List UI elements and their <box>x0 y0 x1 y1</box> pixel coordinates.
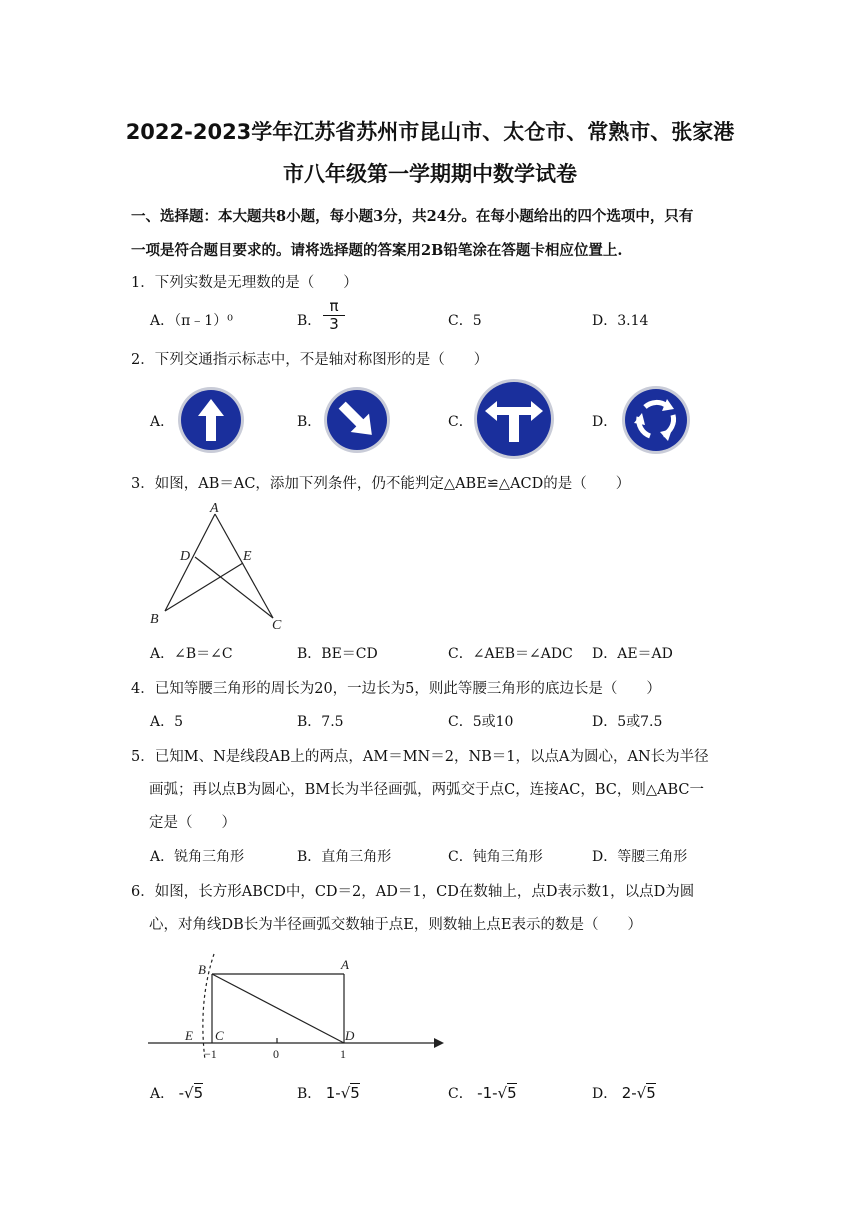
option-letter: A． <box>150 1086 175 1102</box>
q1-option-a: A．（π﹣1）⁰ <box>150 313 233 329</box>
label-e: E <box>185 1028 193 1043</box>
option-letter: D． <box>592 1086 618 1102</box>
question-5-stem-line2: 画弧；再以点B为圆心，BM长为半径画弧，两弧交于点C，连接AC，BC，则△ABC一 <box>149 782 704 798</box>
q4-option-c: C．5或10 <box>448 714 514 730</box>
page-title-line2: 市八年级第一学期期中数学试卷 <box>283 162 577 186</box>
q2-option-b: B． <box>297 414 322 430</box>
q4-option-a: A．5 <box>150 714 184 730</box>
roundabout-sign-icon <box>620 385 692 455</box>
question-5-stem-line1: 5．已知M、N是线段AB上的两点，AM＝MN＝2，NB＝1，以点A为圆心，AN长为半径 <box>131 749 709 765</box>
tick-label-0: 0 <box>273 1047 279 1061</box>
q2-option-d: D． <box>592 414 618 430</box>
q2-option-c: C． <box>448 414 473 430</box>
diagonal-arrow-sign-icon <box>322 386 392 454</box>
option-letter: B． <box>297 1086 322 1102</box>
q6-option-c: C． -1-√5 <box>448 1084 517 1102</box>
option-prefix: -1- <box>477 1084 498 1102</box>
tick-label-1: 1 <box>340 1047 346 1061</box>
q3-option-c: C．∠AEB＝∠ADC <box>448 646 573 662</box>
label-d: D <box>345 1028 355 1043</box>
q3-option-d: D．AE＝AD <box>592 646 673 662</box>
option-letter: C． <box>448 1086 473 1102</box>
fraction-denominator: 3 <box>323 315 345 333</box>
q1-option-d: D．3.14 <box>592 313 649 329</box>
q6-option-b: B． 1-√5 <box>297 1084 360 1102</box>
label-b: B <box>198 962 206 977</box>
q3-option-a: A．∠B＝∠C <box>150 646 233 662</box>
tick-label-neg1: −1 <box>204 1047 217 1061</box>
label-c: C <box>215 1028 224 1043</box>
q3-option-b: B．BE＝CD <box>297 646 378 662</box>
section-instructions-line1: 一、选择题：本大题共8小题，每小题3分，共24分。在每小题给出的四个选项中，只有 <box>131 208 694 225</box>
question-6-stem-line1: 6．如图，长方形ABCD中，CD＝2，AD＝1，CD在数轴上，点D表示数1，以点D为圆 <box>131 884 695 900</box>
option-prefix: - <box>178 1084 184 1102</box>
question-5-stem-line3: 定是（ ） <box>149 815 236 831</box>
triangle-figure <box>145 498 295 633</box>
option-radicand: 5 <box>507 1084 517 1102</box>
q5-option-a: A．锐角三角形 <box>150 849 245 865</box>
section-instructions-line2: 一项是符合题目要求的。请将选择题的答案用2B铅笔涂在答题卡相应位置上. <box>131 242 623 259</box>
q1-option-c: C．5 <box>448 313 482 329</box>
page-title-line1: 2022-2023学年江苏省苏州市昆山市、太仓市、常熟市、张家港 <box>125 120 735 144</box>
q1-option-b: B． <box>297 313 322 329</box>
q5-option-d: D．等腰三角形 <box>592 849 688 865</box>
label-a: A <box>210 501 219 516</box>
label-b: B <box>150 612 159 627</box>
option-radicand: 5 <box>350 1084 360 1102</box>
label-c: C <box>272 618 282 633</box>
label-e: E <box>243 549 252 564</box>
label-a: A <box>341 957 349 972</box>
q4-option-d: D．5或7.5 <box>592 714 663 730</box>
question-2-stem: 2．下列交通指示标志中，不是轴对称图形的是（ ） <box>131 352 489 368</box>
q2-option-a: A． <box>150 414 175 430</box>
fraction-numerator: π <box>329 297 339 315</box>
q6-option-d: D． 2-√5 <box>592 1084 656 1102</box>
straight-arrow-sign-icon <box>176 386 246 454</box>
q1-option-b-fraction <box>323 298 345 333</box>
q6-option-a: A． -√5 <box>150 1084 204 1102</box>
label-d: D <box>180 549 191 564</box>
t-turn-sign-icon <box>473 378 555 460</box>
option-radicand: 5 <box>646 1084 656 1102</box>
q4-option-b: B．7.5 <box>297 714 344 730</box>
question-1-stem: 1．下列实数是无理数的是（ ） <box>131 275 358 291</box>
question-6-stem-line2: 心，对角线DB长为半径画弧交数轴于点E，则数轴上点E表示的数是（ ） <box>149 917 642 933</box>
option-prefix: 1- <box>325 1084 341 1102</box>
question-3-stem: 3．如图，AB＝AC，添加下列条件，仍不能判定△ABE≌△ACD的是（ ） <box>131 476 631 492</box>
q5-option-b: B．直角三角形 <box>297 849 392 865</box>
option-radicand: 5 <box>193 1084 204 1102</box>
option-prefix: 2- <box>621 1084 637 1102</box>
question-4-stem: 4．已知等腰三角形的周长为20，一边长为5，则此等腰三角形的底边长是（ ） <box>131 681 661 697</box>
q5-option-c: C．钝角三角形 <box>448 849 543 865</box>
number-line-figure <box>148 952 448 1067</box>
